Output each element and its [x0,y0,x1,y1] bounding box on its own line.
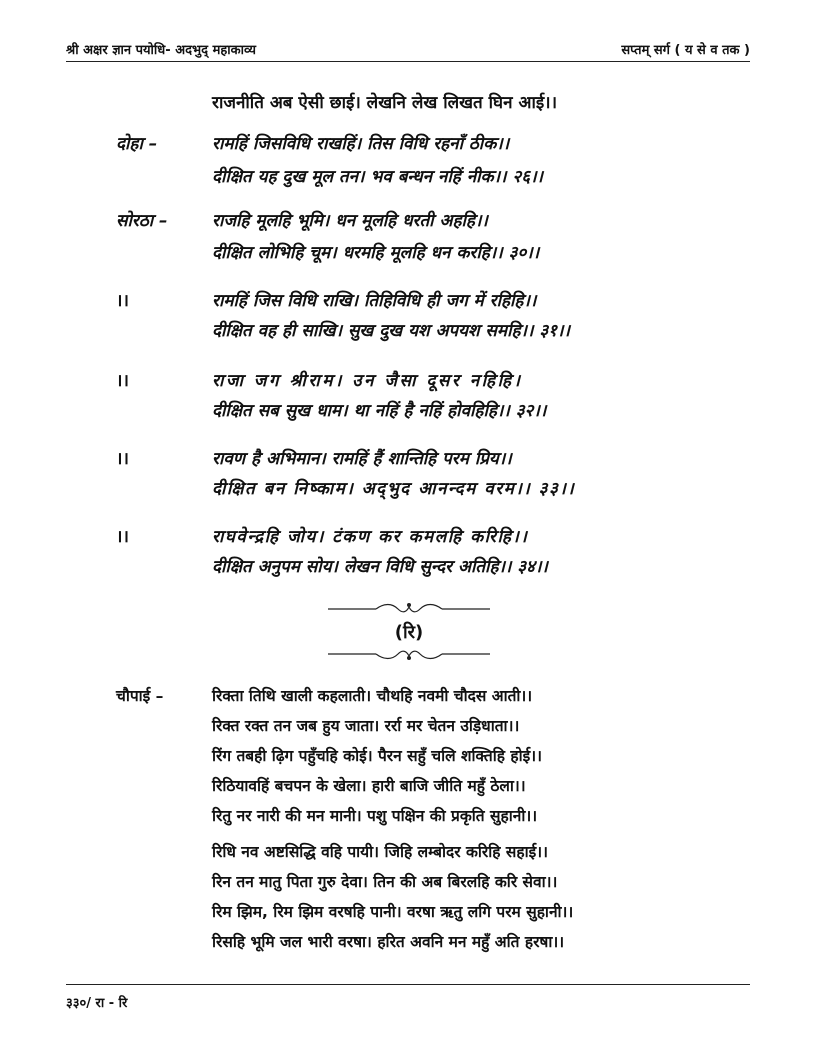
chaupai-line: रिधि नव अष्टसिद्धि वहि पायी। जिहि लम्बोदर करिहि सहाई।। [212,843,548,861]
section-title: (रि) [394,622,424,643]
chaupai-line: रिंग तबही ढ़िग पहुँचहि कोई। पैरन सहुँ चलि शक्तिहि होई।। [212,747,542,765]
verse-label: ।। [116,371,129,391]
page-number: ३३०/ रा - रि [66,996,128,1011]
chaupai-line: रिम झिम, रिम झिम वरषहि पानी। वरषा ऋतु लगि परम सुहानी।। [212,903,574,921]
chaupai-line: रिक्त रक्त तन जब हुय जाता। रर्रा मर चेतन उड़िधाता।। [212,717,520,735]
verse-label: दोहा – [116,134,158,154]
flourish-divider-top [328,601,490,615]
verse-line: दीक्षित यह दुख मूल तन। भव बन्धन नहिं नीक।। २६।। [212,167,543,187]
top-line: राजनीति अब ऐसी छाई। लेखनि लेख लिखत घिन आई।। [212,93,558,113]
verse-label: ।। [116,291,129,311]
chaupai-line: रितु नर नारी की मन मानी। पशु पक्षिन की प्रकृति सुहानी।। [212,807,538,825]
verse-line: रावण है अभिमान। रामहिं हैं शान्तिहि परम प्रिय।। [212,449,512,469]
verse-line: दीक्षित वह ही साखि। सुख दुख यश अपयश समहि।। ३१।। [212,321,570,341]
page-header [66,40,750,62]
verse-line: दीक्षित लोभिहि चूम। धरमहि मूलहि धन करहि।। ३०।। [212,243,540,263]
verse-line: राजा जग श्रीराम। उन जैसा दूसर नहिहि। [212,371,523,391]
chaupai-line: रिठियावहिं बचपन के खेला। हारी बाजि जीति महुँ ठेला।। [212,777,526,795]
verse-line: रामहिं जिस विधि राखि। तिहिविधि ही जग में रहिहि।। [212,291,537,311]
verse-label: सोरठा – [116,211,168,231]
footer-rule [66,984,750,985]
chaupai-label: चौपाई – [116,687,164,705]
verse-label: ।। [116,449,129,469]
header-book-title: श्री अक्षर ज्ञान पयोधि- अदभुद् महाकाव्य [66,43,256,58]
chaupai-line: रिन तन मातु पिता गुरु देवा। तिन की अब बिरलहि करि सेवा।। [212,873,558,891]
verse-line: दीक्षित बन निष्काम। अद्‌भुद आनन्दम वरम।। ३३।। [212,479,576,499]
chaupai-line: रिक्ता तिथि खाली कहलाती। चौथहि नवमी चौदस आती।। [212,687,533,705]
header-chapter: सप्तम् सर्ग ( य से व तक ) [621,43,750,58]
verse-line: दीक्षित अनुपम सोय। लेखन विधि सुन्दर अतिहि।। ३४।। [212,557,548,577]
verse-line: राघवेन्द्रहि जोय। टंकण कर कमलहि करिहि।। [212,527,529,547]
verse-label: ।। [116,527,129,547]
chaupai-line: रिसहि भूमि जल भारी वरषा। हरित अवनि मन महुँ अति हरषा।। [212,933,565,951]
verse-line: राजहि मूलहि भूमि। धन मूलहि धरती अहहि।। [212,211,488,231]
flourish-divider-bottom [328,648,490,662]
verse-line: रामहिं जिसविधि राखहिं। तिस विधि रहनाँ ठीक।। [212,134,510,154]
header-rule [66,61,750,62]
verse-line: दीक्षित सब सुख धाम। था नहिं है नहिं होवहिहि।। ३२।। [212,401,547,421]
